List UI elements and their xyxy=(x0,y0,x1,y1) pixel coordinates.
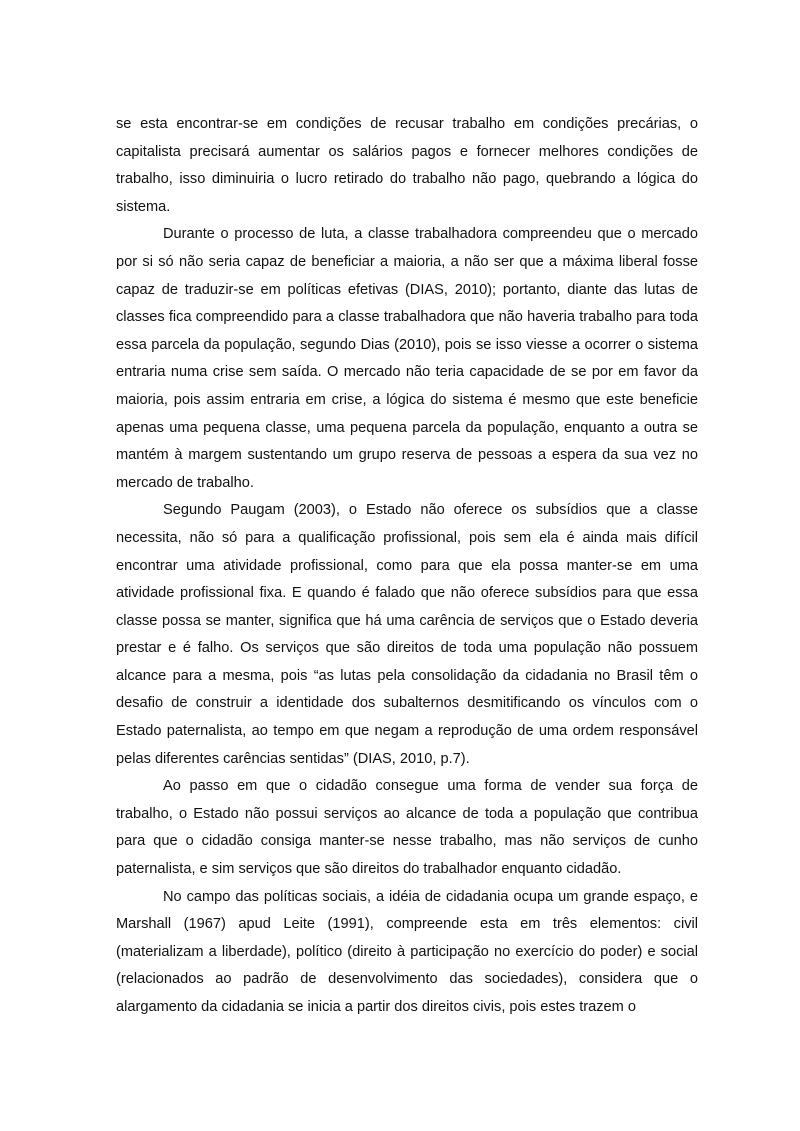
paragraph-labor-force: Ao passo em que o cidadão consegue uma forma de vender sua força de trabalho, o Estado não possui serviços ao alcance de toda a população que contribua para que o cidadão consiga manter-se nesse trabalho, mas não serviços de cunho paternalista, e sim serviços que são direitos do trabalhador enquanto cidadão. xyxy=(116,778,698,878)
paragraph-class-struggle: Durante o processo de luta, a classe trabalhadora compreendeu que o mercado por si só não seria capaz de beneficiar a maioria, a não ser que a máxima liberal fosse capaz de traduzir-se em políticas efetivas (DIAS, 2010); portanto, diante das lutas de classes fica compreendido para a classe trabalhadora que não haveria trabalho para toda essa parcela da população, segundo Dias (2010), pois se isso viesse a ocorrer o sistema entraria numa crise sem saída. O mercado não teria capacidade de se por em favor da maioria, pois assim entraria em crise, a lógica do sistema é mesmo que este beneficie apenas uma pequena classe, uma pequena parcela da população, enquanto a outra se mantém à margem sustentando um grupo reserva de pessoas a espera da sua vez no mercado de trabalho. xyxy=(116,226,698,491)
paragraph-citizenship: No campo das políticas sociais, a idéia de cidadania ocupa um grande espaço, e Marshall (1967) apud Leite (1991), compreende esta em três elementos: civil (materializam a liberdade), político (direito à participação no exercício do poder) e social (relacionados ao padrão de desenvolvimento das sociedades), considera que o alargamento da cidadania se inicia a partir dos direitos civis, pois estes trazem o xyxy=(116,888,698,1015)
paragraph-paugam: Segundo Paugam (2003), o Estado não oferece os subsídios que a classe necessita, não só para a qualificação profissional, pois sem ela é ainda mais difícil encontrar uma atividade profissional, como para que ela possa manter-se em uma atividade profissional fixa. E quando é falado que não oferece subsídios para que essa classe possa se manter, significa que há uma carência de serviços que o Estado deveria prestar e é falho. Os serviços que são direitos de toda uma população não possuem alcance para a mesma, pois “as lutas pela consolidação da cidadania no Brasil têm o desafio de construir a identidade dos subalternos desmitificando os vínculos com o Estado paternalista, ao tempo em que negam a reprodução de uma ordem responsável pelas diferentes carências sentidas” (DIAS, 2010, p.7). xyxy=(116,502,698,767)
paragraph-continuation: se esta encontrar-se em condições de recusar trabalho em condições precárias, o capitalista precisará aumentar os salários pagos e fornecer melhores condições de trabalho, isso diminuiria o lucro retirado do trabalho não pago, quebrando a lógica do sistema. xyxy=(116,116,698,215)
body-text xyxy=(116,111,698,1022)
